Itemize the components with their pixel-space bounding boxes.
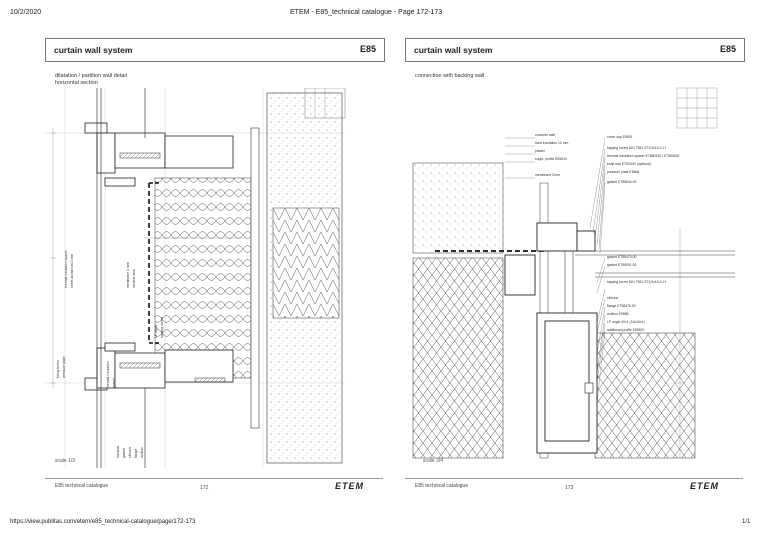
- right-label-12: LP angle 40x1 (15x15x1): [607, 320, 645, 324]
- right-page-number: 173: [565, 485, 574, 491]
- left-page-code: E85: [359, 44, 376, 54]
- left-subtitle-1: dilatation / partition wall detail: [55, 73, 127, 79]
- left-label-11: gasket: [122, 448, 126, 458]
- left-page-title: curtain wall system: [54, 45, 133, 55]
- left-title-box: [45, 38, 385, 62]
- left-label-10: transom: [116, 445, 120, 458]
- right-label-11: mullion E8586: [607, 312, 629, 316]
- left-page-number: 172: [200, 485, 209, 491]
- right-label-top-2: plaster: [535, 149, 546, 153]
- right-label-top-0: concrete wall: [535, 133, 555, 137]
- left-brand-logo: ETEM: [335, 481, 365, 491]
- left-label-12: silicone: [128, 446, 132, 458]
- left-label-2: membrane 2 mm: [126, 262, 130, 288]
- right-scale: scale 3/4: [423, 458, 444, 464]
- right-footer-text: E85 technical catalogue: [415, 483, 469, 489]
- right-label-8: tapping screw DIN 7981 ST3,9x19-C-H: [607, 280, 666, 284]
- left-label-5: pressure plate: [62, 356, 66, 378]
- right-page-title: curtain wall system: [414, 45, 493, 55]
- left-label-9: tapping screw: [160, 317, 164, 338]
- left-label-6: thermal insulation: [106, 361, 110, 388]
- right-label-4: pressure plate E8566: [607, 170, 640, 174]
- print-date: 10/2/2020: [10, 9, 42, 16]
- right-label-9: silicone: [607, 296, 619, 300]
- right-label-7: gasket ET58901.00: [607, 263, 637, 267]
- left-label-7: gasket: [112, 378, 116, 388]
- right-brand-logo: ETEM: [690, 481, 720, 491]
- left-label-4: fixing screw: [56, 360, 60, 378]
- print-url[interactable]: https://view.publitas.com/etem/e85_technical-catalogue/page/172-173: [10, 519, 196, 525]
- right-subtitle: connection with backing wall: [415, 73, 485, 79]
- right-title-box: [405, 38, 745, 62]
- print-title: ETEM - E85_technical catalogue - Page 172-173: [290, 9, 443, 16]
- right-label-top-4: membrane 2mm: [535, 173, 560, 177]
- right-footer-rule: [405, 478, 743, 479]
- right-label-top-1: hard insulation 10 mm: [535, 141, 569, 145]
- right-technical-drawing: [405, 83, 745, 483]
- right-page-code: E85: [719, 44, 736, 54]
- left-label-1: sheet aluminium 2 mm: [70, 253, 74, 288]
- left-label-8: LP angle: [154, 324, 158, 338]
- print-page-count: 1/1: [742, 519, 751, 525]
- right-label-3: butyl mat ETS0300 (optional): [607, 162, 651, 166]
- right-catalogue-page: [405, 38, 745, 491]
- right-label-13: additional profile E85620: [607, 328, 645, 332]
- left-footer-text: E85 technical catalogue: [55, 483, 109, 489]
- left-label-13: flange: [134, 448, 138, 458]
- left-subtitle-2: horizontal section: [55, 80, 98, 86]
- right-label-6: gasket ET58474.00: [607, 255, 637, 259]
- left-label-0: thermal insulation spacer: [64, 250, 68, 288]
- left-catalogue-page: [45, 38, 385, 491]
- left-technical-drawing: [45, 88, 385, 488]
- right-label-2: thermal insulation spacer E7880519 / E7880630: [607, 154, 680, 158]
- left-footer-rule: [45, 478, 383, 479]
- left-scale: scale 1/3: [55, 458, 76, 464]
- right-label-5: gasket ET58644.00: [607, 180, 637, 184]
- right-label-1: tapping screw DIN 7981 ST3,9x13-C-H: [607, 146, 666, 150]
- right-label-top-3: suppl. profile E85610: [535, 157, 567, 161]
- left-label-14: mullion: [140, 447, 144, 458]
- right-label-10: flange ET58476.00: [607, 304, 636, 308]
- left-label-3: mineral wool: [132, 268, 136, 288]
- right-label-0: cover cap E8591: [607, 135, 633, 139]
